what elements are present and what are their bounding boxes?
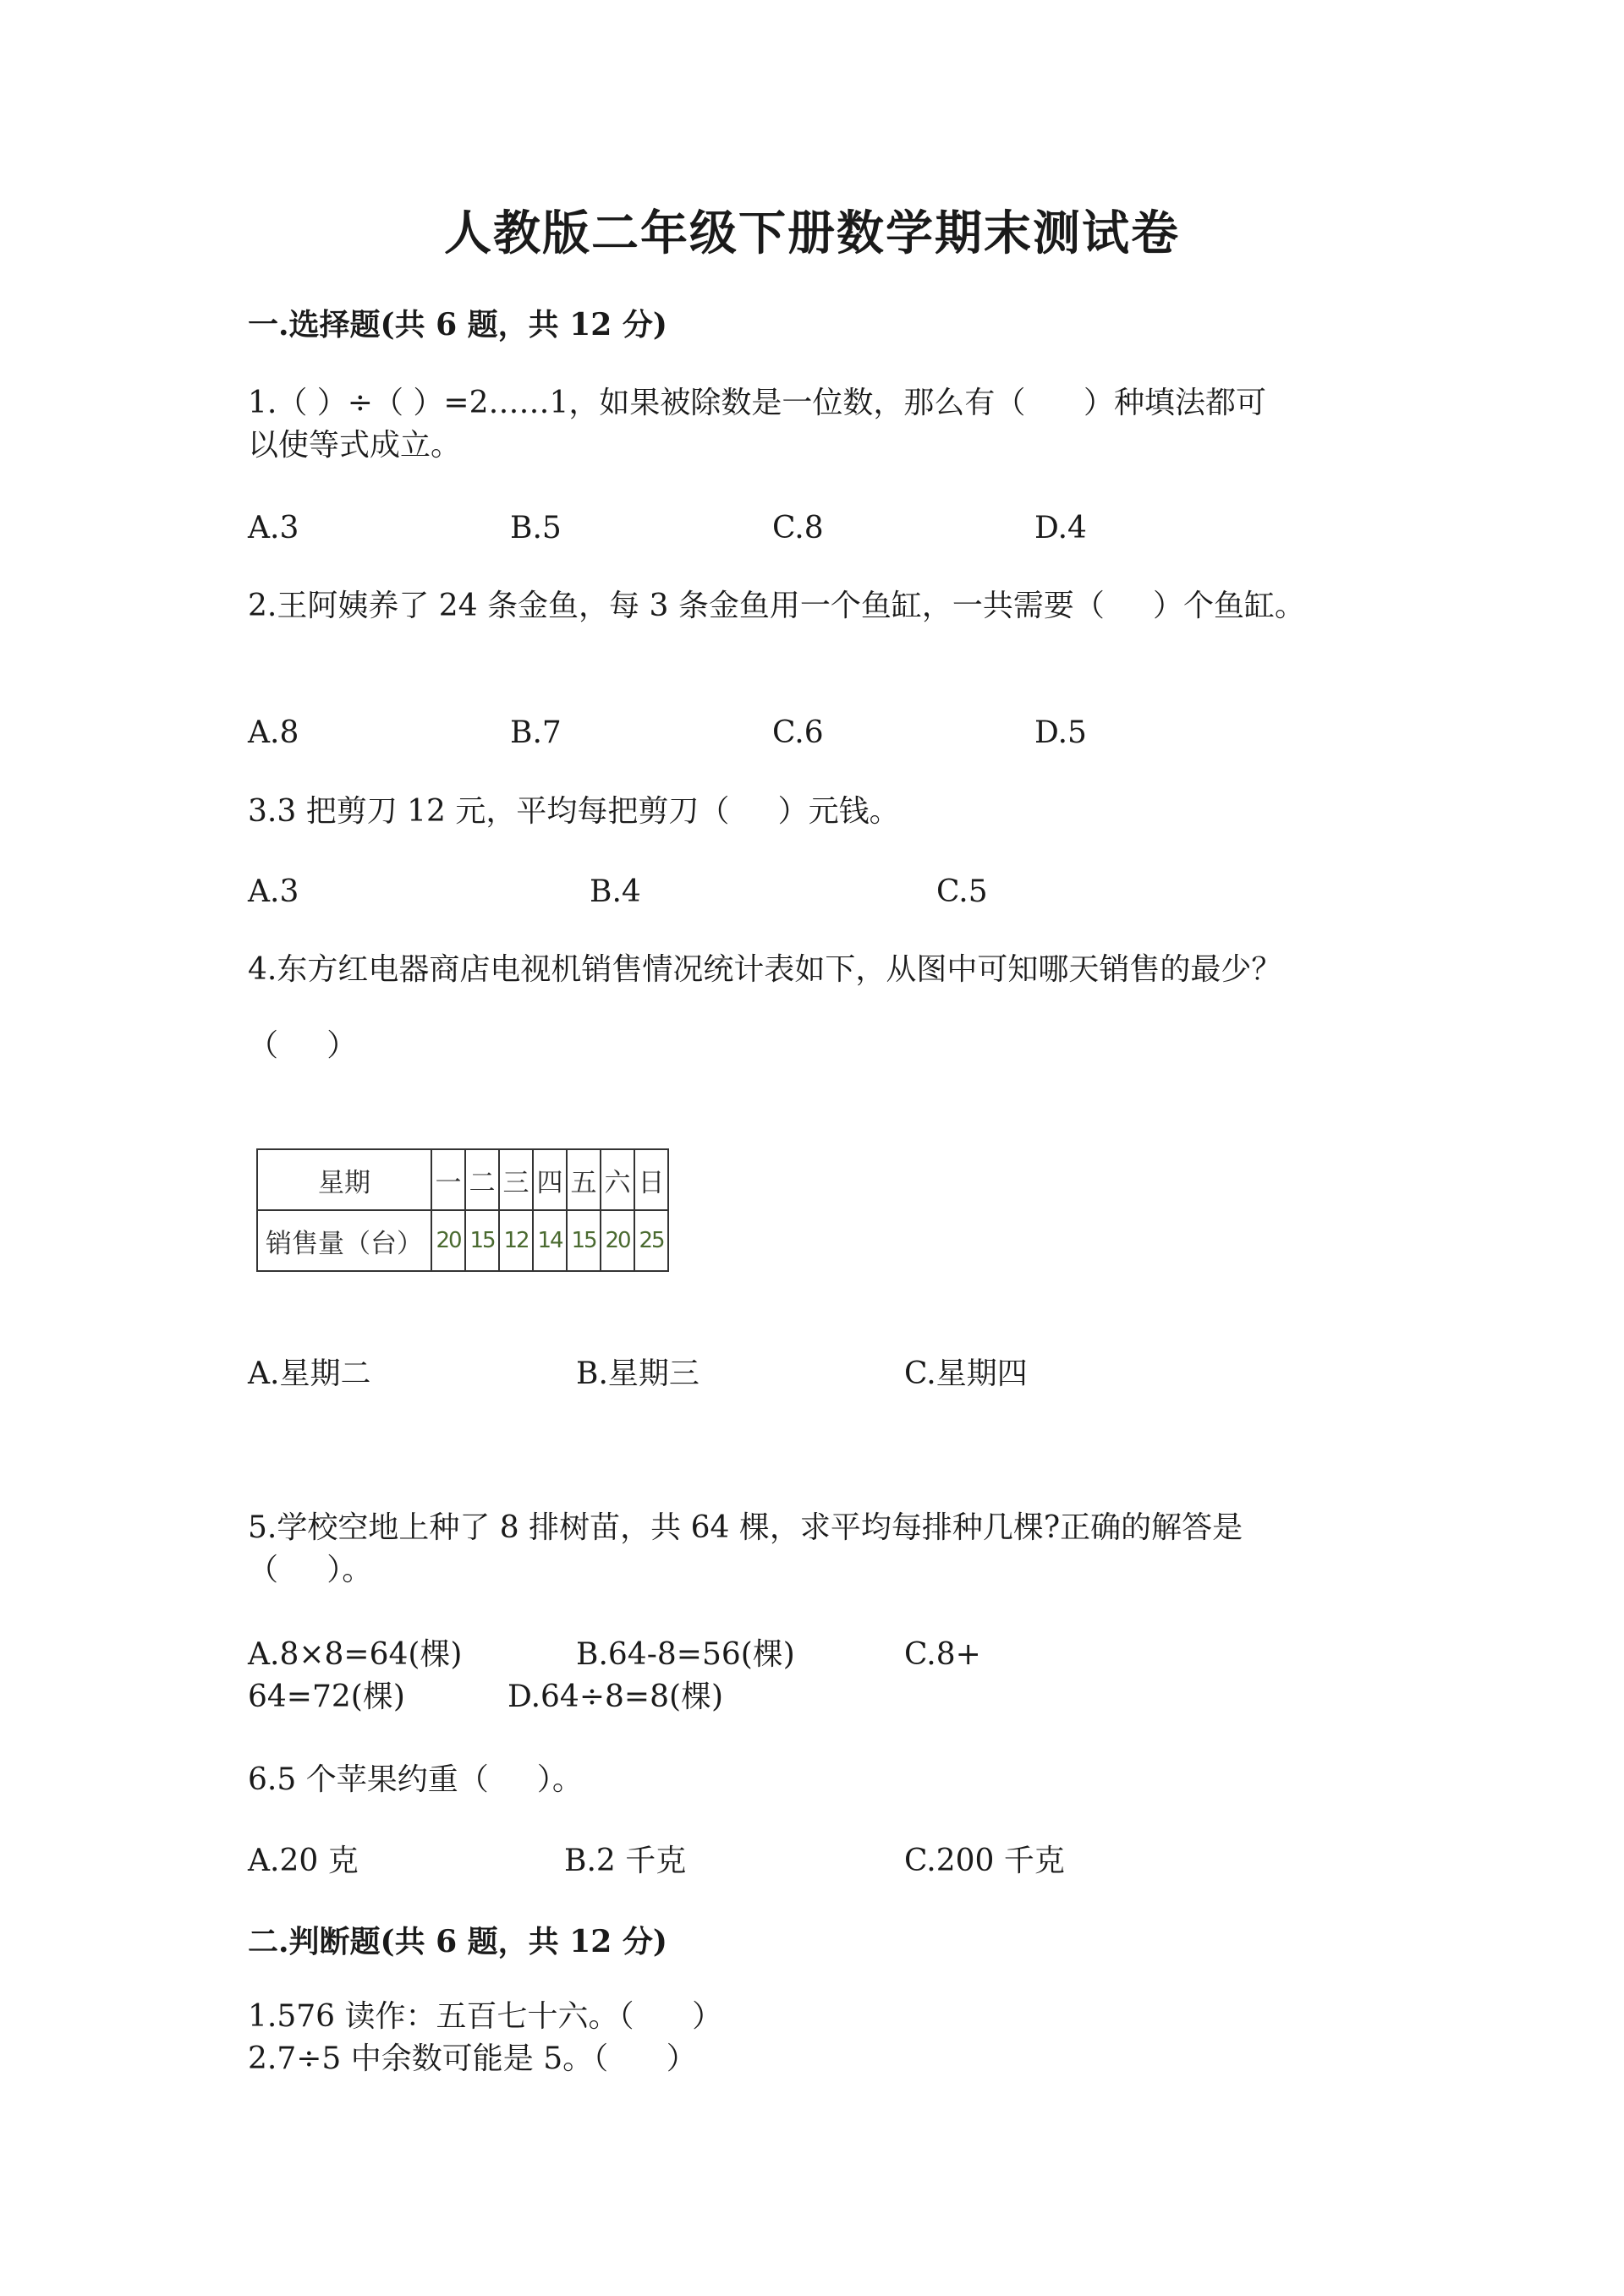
q4-option-c[interactable]: C.星期四 — [904, 1356, 1028, 1391]
q3-option-a[interactable]: A.3 — [248, 874, 299, 909]
table-cell-sales: 15 — [465, 1210, 499, 1271]
section-heading-judgement: 二.判断题(共 6 题，共 12 分) — [248, 1924, 667, 1959]
q6-option-b[interactable]: B.2 千克 — [564, 1844, 687, 1878]
question-1-line-1: 1.（ ）÷（ ）=2……1，如果被除数是一位数，那么有（ ）种填法都可 — [248, 386, 1267, 420]
table-cell-day: 一 — [431, 1149, 465, 1210]
q2-option-a[interactable]: A.8 — [248, 715, 299, 750]
q5-option-a[interactable]: A.8×8=64(棵) — [248, 1637, 463, 1672]
q6-option-a[interactable]: A.20 克 — [248, 1844, 359, 1878]
table-cell-sales: 20 — [601, 1210, 634, 1271]
question-5-line-1: 5.学校空地上种了 8 排树苗，共 64 棵，求平均每排种几棵?正确的解答是 — [248, 1510, 1243, 1545]
q6-option-c[interactable]: C.200 千克 — [904, 1844, 1065, 1878]
table-cell-day: 四 — [533, 1149, 567, 1210]
page-title: 人教版二年级下册数学期末测试卷 — [444, 205, 1180, 261]
q3-option-c[interactable]: C.5 — [936, 874, 988, 909]
table-cell-day: 日 — [634, 1149, 668, 1210]
question-6: 6.5 个苹果约重（ ）。 — [248, 1762, 583, 1797]
table-cell-day: 五 — [567, 1149, 601, 1210]
table-cell-day: 六 — [601, 1149, 634, 1210]
q4-option-b[interactable]: B.星期三 — [576, 1356, 700, 1391]
question-4-blank: （ ） — [248, 1028, 358, 1063]
q1-option-b[interactable]: B.5 — [510, 511, 562, 545]
table-cell-sales: 14 — [533, 1210, 567, 1271]
judgement-item-1: 1.576 读作：五百七十六。（ ） — [248, 1999, 723, 2034]
table-row-sales — [257, 1210, 668, 1271]
question-1-line-2: 以使等式成立。 — [248, 428, 462, 463]
judgement-item-2: 2.7÷5 中余数可能是 5。（ ） — [248, 2041, 697, 2076]
table-cell-sales: 15 — [567, 1210, 601, 1271]
q5-option-c-cont[interactable]: 64=72(棵) — [248, 1680, 405, 1714]
q2-option-b[interactable]: B.7 — [510, 715, 562, 750]
q4-option-a[interactable]: A.星期二 — [248, 1356, 371, 1391]
table-cell-sales: 20 — [431, 1210, 465, 1271]
section-heading-choice: 一.选择题(共 6 题，共 12 分) — [248, 307, 667, 342]
table-row-weekday — [257, 1149, 668, 1210]
table-header-weekday: 星期 — [257, 1149, 431, 1210]
table-cell-day: 二 — [465, 1149, 499, 1210]
table-header-sales: 销售量（台） — [257, 1210, 431, 1271]
q2-option-c[interactable]: C.6 — [772, 715, 824, 750]
table-cell-sales: 12 — [499, 1210, 533, 1271]
q1-option-c[interactable]: C.8 — [772, 511, 824, 545]
q5-option-c[interactable]: C.8+ — [904, 1637, 981, 1672]
q5-option-b[interactable]: B.64-8=56(棵) — [576, 1637, 795, 1672]
table-cell-sales: 25 — [634, 1210, 668, 1271]
q1-option-a[interactable]: A.3 — [248, 511, 299, 545]
question-4: 4.东方红电器商店电视机销售情况统计表如下，从图中可知哪天销售的最少？ — [248, 952, 1282, 987]
question-3: 3.3 把剪刀 12 元，平均每把剪刀（ ）元钱。 — [248, 794, 900, 829]
q3-option-b[interactable]: B.4 — [590, 874, 641, 909]
sales-table — [256, 1148, 669, 1272]
q5-option-d[interactable]: D.64÷8=8(棵) — [508, 1680, 724, 1714]
q1-option-d[interactable]: D.4 — [1034, 511, 1087, 545]
question-2: 2.王阿姨养了 24 条金鱼，每 3 条金鱼用一个鱼缸，一共需要（ ）个鱼缸。 — [248, 589, 1306, 623]
q2-option-d[interactable]: D.5 — [1034, 715, 1087, 750]
table-cell-day: 三 — [499, 1149, 533, 1210]
question-5-line-2: （ ）。 — [248, 1553, 373, 1587]
